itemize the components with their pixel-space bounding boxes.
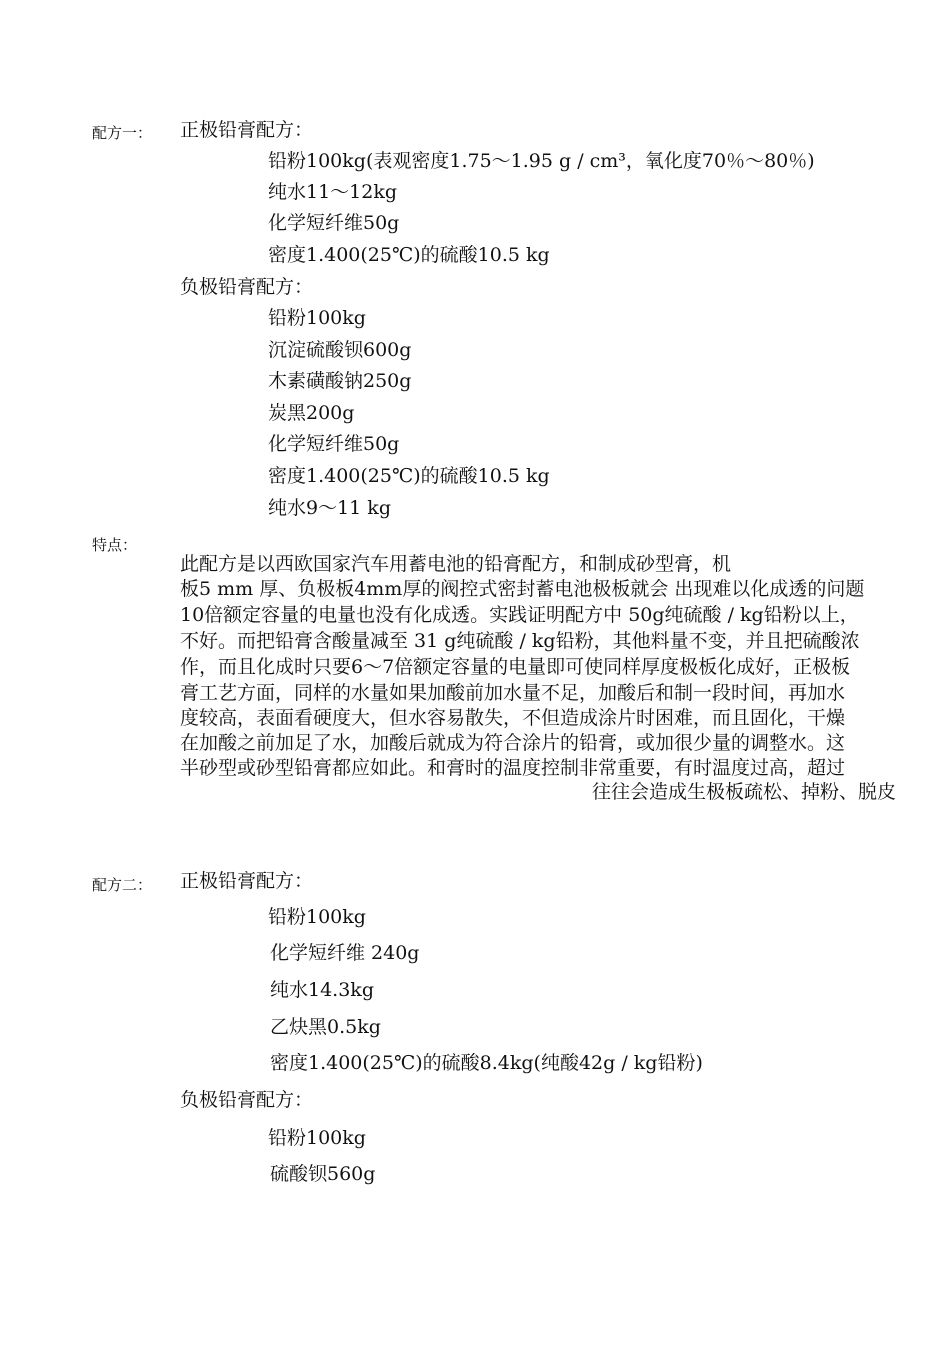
formula1-positive-item: 化学短纤维50g [268, 212, 400, 234]
formula1-negative-heading: 负极铅膏配方： [180, 276, 314, 298]
formula1-negative-item: 化学短纤维50g [268, 433, 400, 455]
features-line: 在加酸之前加足了水，加酸后就成为符合涂片的铅膏，或加很少量的调整水。这 [180, 732, 846, 754]
formula1-positive-item: 纯水11～12kg [268, 181, 398, 203]
formula1-negative-item: 木素磺酸钠250g [268, 370, 412, 392]
formula2-positive-item: 纯水14.3kg [270, 979, 374, 1001]
features-line: 此配方是以西欧国家汽车用蓄电池的铅膏配方，和制成砂型膏，机 [180, 553, 732, 575]
formula1-negative-item: 纯水9～11 kg [268, 497, 391, 519]
formula1-positive-heading: 正极铅膏配方： [180, 119, 314, 141]
formula1-negative-item: 沉淀硫酸钡600g [268, 339, 412, 361]
formula2-negative-item: 硫酸钡560g [270, 1163, 376, 1185]
features-line: 板5 mm 厚、负极板4mm厚的阀控式密封蓄电池极板就会 出现难以化成透的问题 [180, 578, 865, 600]
formula1-negative-item: 炭黑200g [268, 402, 355, 424]
features-line: 作，而且化成时只要6～7倍额定容量的电量即可使同样厚度极板化成好，正极板 [180, 656, 851, 678]
formula2-positive-item: 铅粉100kg [268, 906, 366, 928]
formula1-positive-item: 密度1.400(25℃)的硫酸10.5 kg [268, 244, 550, 266]
features-line: 往往会造成生极板疏松、掉粉、脱皮 [592, 781, 897, 803]
formula2-positive-item: 密度1.400(25℃)的硫酸8.4kg(纯酸42g / kg铅粉) [270, 1052, 703, 1074]
formula2-negative-heading: 负极铅膏配方： [180, 1089, 314, 1111]
features-line: 半砂型或砂型铅膏都应如此。和膏时的温度控制非常重要，有时温度过高，超过 [180, 757, 846, 779]
features-line: 不好。而把铅膏含酸量减至 31 g纯硫酸 / kg铅粉，其他料量不变，并且把硫酸浓 [180, 630, 860, 652]
formula1-positive-item: 铅粉100kg(表观密度1.75～1.95 g / cm³，氧化度70％～80％) [268, 150, 815, 172]
features-line: 10倍额定容量的电量也没有化成透。实践证明配方中 50g纯硫酸 / kg铅粉以上， [180, 604, 859, 626]
formula1-negative-item: 密度1.400(25℃)的硫酸10.5 kg [268, 465, 550, 487]
formula2-positive-item: 乙炔黑0.5kg [270, 1016, 381, 1038]
formula1-label: 配方一： [92, 124, 153, 142]
features-line: 度较高，表面看硬度大，但水容易散失，不但造成涂片时困难，而且固化，干燥 [180, 707, 846, 729]
formula2-positive-heading: 正极铅膏配方： [180, 870, 314, 892]
formula2-negative-item: 铅粉100kg [268, 1127, 366, 1149]
formula1-negative-item: 铅粉100kg [268, 307, 366, 329]
formula2-positive-item: 化学短纤维 240g [270, 942, 420, 964]
features-label: 特点： [92, 536, 138, 554]
features-line: 膏工艺方面，同样的水量如果加酸前加水量不足，加酸后和制一段时间，再加水 [180, 682, 846, 704]
formula2-label: 配方二： [92, 876, 153, 894]
